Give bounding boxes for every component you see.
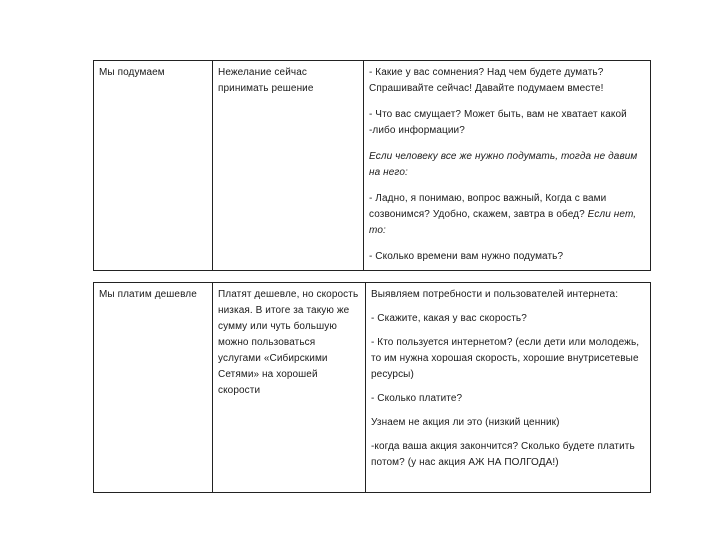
objection-cell bbox=[94, 283, 212, 492]
response-cell bbox=[364, 61, 650, 270]
response-line-3: - Кто пользуется интернетом? (если дети или молодежь, то им нужна хорошая скорость, хорошие внутрисетевые ресурсы) bbox=[371, 337, 640, 380]
reason-cell bbox=[213, 61, 363, 270]
response-line-4: - Ладно, я понимаю, вопрос важный, Когда с вами созвонимся? Удобно, скажем, завтра в обед? Если нет, то: bbox=[369, 193, 637, 236]
response-line-3: Если человеку все же нужно подумать, тогда не давим на него: bbox=[369, 151, 638, 178]
reason-text: Нежелание сейчас принимать решение bbox=[218, 67, 314, 94]
reason-cell bbox=[213, 283, 365, 492]
objection-table-2 bbox=[93, 282, 651, 493]
response-line-2: - Что вас смущает? Может быть, вам не хватает какой -либо информации? bbox=[369, 109, 627, 136]
objection-label: Мы платим дешевле bbox=[99, 289, 197, 300]
response-line-1: - Какие у вас сомнения? Над чем будете думать? Спрашивайте сейчас! Давайте подумаем вместе! bbox=[369, 67, 604, 94]
objection-cell bbox=[94, 61, 212, 270]
reason-text: Платят дешевле, но скорость низкая. В итоге за такую же сумму или чуть большую можно пользоваться услугами «Сибирскими Сетями» на хорошей скорости bbox=[218, 289, 359, 396]
response-line-5: - Сколько времени вам нужно подумать? bbox=[369, 251, 564, 262]
response-line-4: - Сколько платите? bbox=[371, 393, 463, 404]
objection-table-1 bbox=[93, 60, 651, 271]
response-line-2: - Скажите, какая у вас скорость? bbox=[371, 313, 527, 324]
response-line-1: Выявляем потребности и пользователей интернета: bbox=[371, 289, 619, 300]
response-line-5: Узнаем не акция ли это (низкий ценник) bbox=[371, 417, 560, 428]
response-cell bbox=[366, 283, 650, 492]
response-line-6: -когда ваша акция закончится? Сколько будете платить потом? (у нас акция АЖ НА ПОЛГОДА!) bbox=[371, 441, 635, 468]
objection-label: Мы подумаем bbox=[99, 67, 165, 78]
